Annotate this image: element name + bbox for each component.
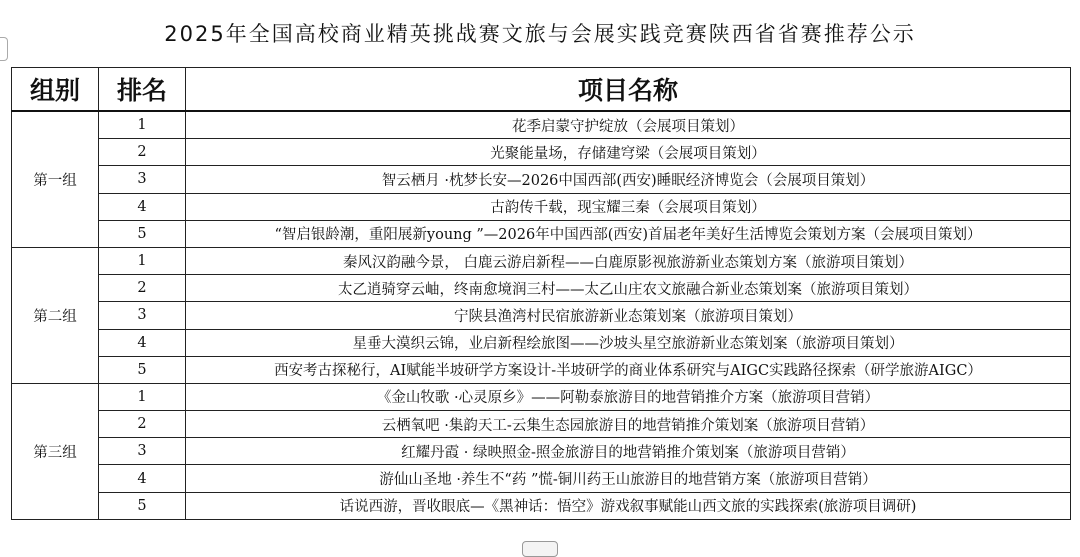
table-row — [12, 411, 1071, 438]
rank-cell: 4 — [99, 465, 186, 492]
rank-cell: 2 — [99, 275, 186, 302]
table-row — [12, 492, 1071, 519]
table-row — [12, 329, 1071, 356]
group-label: 第一组 — [12, 111, 99, 247]
rank-cell: 5 — [99, 492, 186, 519]
table-row — [12, 139, 1071, 166]
group-label: 第三组 — [12, 383, 99, 519]
rank-cell: 2 — [99, 411, 186, 438]
table-row — [12, 247, 1071, 274]
table-row — [12, 465, 1071, 492]
rank-cell: 3 — [99, 438, 186, 465]
recommendation-table — [11, 67, 1071, 520]
table-row — [12, 275, 1071, 302]
table-row — [12, 438, 1071, 465]
project-name-cell: 西安考古探秘行，AI赋能半坡研学方案设计-半坡研学的商业体系研究与AIGC实践路径探索（研学旅游AIGC） — [186, 356, 1071, 383]
column-header-group: 组别 — [12, 68, 99, 112]
project-name-cell: 秦风汉韵融今景， 白鹿云游启新程——白鹿原影视旅游新业态策划方案（旅游项目策划） — [186, 247, 1071, 274]
project-name-cell: 宁陕县渔湾村民宿旅游新业态策划案（旅游项目策划） — [186, 302, 1071, 329]
rank-cell: 1 — [99, 383, 186, 410]
table-header-row — [12, 68, 1071, 112]
table-row — [12, 111, 1071, 139]
rank-cell: 1 — [99, 247, 186, 274]
table-row — [12, 383, 1071, 410]
rank-cell: 5 — [99, 356, 186, 383]
table-row — [12, 193, 1071, 220]
column-header-rank: 排名 — [99, 68, 186, 112]
rank-cell: 2 — [99, 139, 186, 166]
project-name-cell: 古韵传千载，现宝耀三秦（会展项目策划） — [186, 193, 1071, 220]
rank-cell: 4 — [99, 329, 186, 356]
project-name-cell: 花季启蒙守护绽放（会展项目策划） — [186, 111, 1071, 139]
column-header-project-name: 项目名称 — [186, 68, 1071, 112]
rank-cell: 1 — [99, 111, 186, 139]
project-name-cell: 游仙山圣地 ·养生不“药 ”慌-铜川药王山旅游目的地营销方案（旅游项目营销） — [186, 465, 1071, 492]
project-name-cell: “智启银龄潮，重阳展新young ”—2026年中国西部(西安)首届老年美好生活博览会策划方案（会展项目策划） — [186, 220, 1071, 247]
page-title: 2025年全国高校商业精英挑战赛文旅与会展实践竞赛陕西省省赛推荐公示 — [164, 22, 916, 46]
project-name-cell: 《金山牧歌 ·心灵原乡》——阿勒泰旅游目的地营销推介方案（旅游项目营销） — [186, 383, 1071, 410]
rank-cell: 5 — [99, 220, 186, 247]
table-row — [12, 356, 1071, 383]
group-label: 第二组 — [12, 247, 99, 383]
table-row — [12, 166, 1071, 193]
table-row — [12, 220, 1071, 247]
rank-cell: 4 — [99, 193, 186, 220]
project-name-cell: 智云栖月 ·枕梦长安—2026中国西部(西安)睡眠经济博览会（会展项目策划） — [186, 166, 1071, 193]
rank-cell: 3 — [99, 302, 186, 329]
project-name-cell: 云栖氧吧 ·集韵天工-云集生态园旅游目的地营销推介策划案（旅游项目营销） — [186, 411, 1071, 438]
project-name-cell: 星垂大漠织云锦，业启新程绘旅图——沙坡头星空旅游新业态策划案（旅游项目策划） — [186, 329, 1071, 356]
project-name-cell: 红耀丹霞 · 绿映照金-照金旅游目的地营销推介策划案（旅游项目营销） — [186, 438, 1071, 465]
scroll-handle[interactable] — [522, 541, 558, 557]
table-row — [12, 302, 1071, 329]
rank-cell: 3 — [99, 166, 186, 193]
project-name-cell: 话说西游，晋收眼底—《黑神话：悟空》游戏叙事赋能山西文旅的实践探索(旅游项目调研) — [186, 492, 1071, 519]
project-name-cell: 太乙逍骑穿云岫，终南愈境润三村——太乙山庄农文旅融合新业态策划案（旅游项目策划） — [186, 275, 1071, 302]
project-name-cell: 光聚能量场，存储建穹梁（会展项目策划） — [186, 139, 1071, 166]
